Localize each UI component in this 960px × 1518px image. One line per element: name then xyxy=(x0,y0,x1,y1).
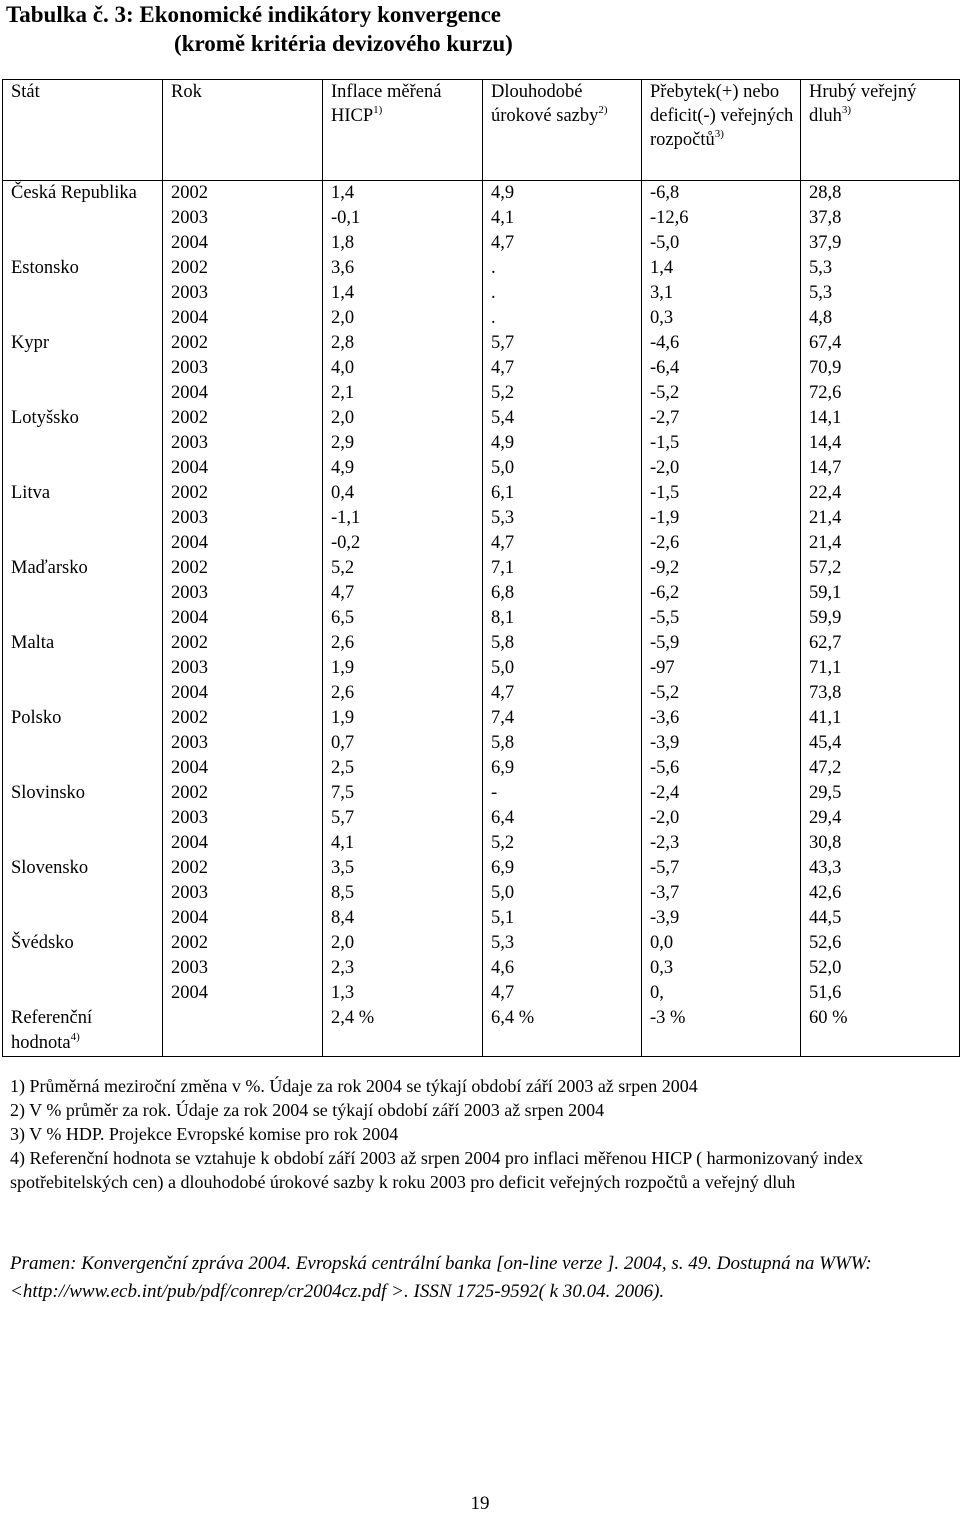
table-title xyxy=(6,0,513,58)
cell-year: 2003 xyxy=(163,656,323,681)
footnote: 2) V % průměr za rok. Údaje za rok 2004 se týkají období září 2003 až srpen 2004 xyxy=(10,1100,605,1120)
cell-inflace: 2,0 xyxy=(323,931,483,956)
table-row xyxy=(3,856,960,881)
table-row xyxy=(3,781,960,806)
cell-year: 2002 xyxy=(163,931,323,956)
table-row xyxy=(3,556,960,581)
reference-dluh: 60 % xyxy=(801,1006,960,1057)
cell-urok: 4,1 xyxy=(483,206,642,231)
cell-saldo: 0,3 xyxy=(642,956,801,981)
cell-inflace: -0,2 xyxy=(323,531,483,556)
cell-inflace: 2,6 xyxy=(323,631,483,656)
cell-dluh: 30,8 xyxy=(801,831,960,856)
cell-urok: 5,8 xyxy=(483,631,642,656)
cell-saldo: 0,3 xyxy=(642,306,801,331)
cell-year: 2003 xyxy=(163,281,323,306)
cell-dluh: 43,3 xyxy=(801,856,960,881)
cell-dluh: 41,1 xyxy=(801,706,960,731)
cell-dluh: 14,7 xyxy=(801,456,960,481)
cell-inflace: 2,8 xyxy=(323,331,483,356)
footnote: 1) Průměrná meziroční změna v %. Údaje za rok 2004 se týkají období září 2003 až srpen 2004 xyxy=(10,1076,698,1096)
cell-year: 2004 xyxy=(163,831,323,856)
cell-urok: 4,7 xyxy=(483,231,642,256)
cell-dluh: 57,2 xyxy=(801,556,960,581)
cell-urok: 6,9 xyxy=(483,856,642,881)
cell-dluh: 42,6 xyxy=(801,881,960,906)
country-name: Slovinsko xyxy=(3,781,163,856)
cell-year: 2003 xyxy=(163,881,323,906)
cell-dluh: 29,4 xyxy=(801,806,960,831)
cell-saldo: -5,6 xyxy=(642,756,801,781)
cell-inflace: 0,4 xyxy=(323,481,483,506)
cell-dluh: 5,3 xyxy=(801,281,960,306)
cell-inflace: 4,1 xyxy=(323,831,483,856)
cell-urok: 4,6 xyxy=(483,956,642,981)
cell-urok: 5,2 xyxy=(483,831,642,856)
cell-inflace: 2,9 xyxy=(323,431,483,456)
cell-year: 2004 xyxy=(163,231,323,256)
table-row xyxy=(3,406,960,431)
country-name: Česká Republika xyxy=(3,181,163,257)
country-name: Estonsko xyxy=(3,256,163,331)
reference-row xyxy=(3,1006,960,1057)
country-name: Kypr xyxy=(3,331,163,406)
cell-inflace: 3,5 xyxy=(323,856,483,881)
cell-urok: 5,4 xyxy=(483,406,642,431)
cell-inflace: 4,0 xyxy=(323,356,483,381)
country-name: Malta xyxy=(3,631,163,706)
cell-dluh: 67,4 xyxy=(801,331,960,356)
title-line-2: (kromě kritéria devizového kurzu) xyxy=(174,31,513,56)
cell-urok: 6,9 xyxy=(483,756,642,781)
cell-urok: 5,0 xyxy=(483,881,642,906)
table-row xyxy=(3,256,960,281)
table-row xyxy=(3,706,960,731)
cell-saldo: -4,6 xyxy=(642,331,801,356)
header-urok: Dlouhodobé úrokové sazby$^{2)}$ xyxy=(483,80,642,181)
cell-urok: 5,8 xyxy=(483,731,642,756)
cell-year: 2004 xyxy=(163,756,323,781)
cell-dluh: 21,4 xyxy=(801,506,960,531)
cell-saldo: -2,4 xyxy=(642,781,801,806)
cell-saldo: -3,7 xyxy=(642,881,801,906)
cell-inflace: 7,5 xyxy=(323,781,483,806)
cell-year: 2002 xyxy=(163,181,323,207)
cell-dluh: 4,8 xyxy=(801,306,960,331)
source-citation: Pramen: Konvergenční zpráva 2004. Evropská centrální banka [on-line verze ]. 2004, s. 49. Dostupná na WWW:<http://www.ecb.int/pub/pdf/conrep/cr2004cz.pdf >. ISSN 1725-9592( k 30.04. 2006). xyxy=(10,1253,872,1302)
table-row xyxy=(3,331,960,356)
cell-saldo: -1,9 xyxy=(642,506,801,531)
cell-dluh: 21,4 xyxy=(801,531,960,556)
cell-year: 2004 xyxy=(163,606,323,631)
cell-urok: 4,9 xyxy=(483,431,642,456)
cell-saldo: -2,3 xyxy=(642,831,801,856)
cell-year: 2003 xyxy=(163,581,323,606)
cell-dluh: 14,1 xyxy=(801,406,960,431)
cell-dluh: 51,6 xyxy=(801,981,960,1006)
cell-urok: 4,7 xyxy=(483,356,642,381)
cell-dluh: 59,1 xyxy=(801,581,960,606)
footnote: 3) V % HDP. Projekce Evropské komise pro rok 2004 xyxy=(10,1124,399,1144)
footnotes xyxy=(10,1074,952,1194)
cell-inflace: 1,8 xyxy=(323,231,483,256)
cell-inflace: -1,1 xyxy=(323,506,483,531)
cell-inflace: 1,9 xyxy=(323,706,483,731)
cell-year: 2004 xyxy=(163,981,323,1006)
cell-year: 2002 xyxy=(163,331,323,356)
cell-inflace: 2,0 xyxy=(323,406,483,431)
cell-year: 2002 xyxy=(163,406,323,431)
table-row xyxy=(3,631,960,656)
cell-dluh: 29,5 xyxy=(801,781,960,806)
cell-urok: 5,0 xyxy=(483,656,642,681)
cell-urok: 5,3 xyxy=(483,506,642,531)
footnote: 4) Referenční hodnota se vztahuje k období září 2003 až srpen 2004 pro inflaci měřenou HICP ( harmonizovaný index spotřebitelských cen) a dlouhodobé úrokové sazby k roku 2003 pro deficit veřejných rozpočtů a veřejný dluh xyxy=(10,1148,864,1192)
cell-year: 2003 xyxy=(163,506,323,531)
cell-year: 2002 xyxy=(163,856,323,881)
cell-year: 2002 xyxy=(163,256,323,281)
cell-dluh: 44,5 xyxy=(801,906,960,931)
cell-urok: 5,0 xyxy=(483,456,642,481)
country-name: Litva xyxy=(3,481,163,556)
cell-urok: 5,2 xyxy=(483,381,642,406)
page-number: 19 xyxy=(470,1493,490,1514)
cell-saldo: -2,6 xyxy=(642,531,801,556)
cell-dluh: 14,4 xyxy=(801,431,960,456)
cell-urok: 7,1 xyxy=(483,556,642,581)
cell-year: 2002 xyxy=(163,706,323,731)
cell-dluh: 5,3 xyxy=(801,256,960,281)
cell-dluh: 45,4 xyxy=(801,731,960,756)
cell-inflace: 2,1 xyxy=(323,381,483,406)
cell-saldo: -1,5 xyxy=(642,431,801,456)
cell-dluh: 72,6 xyxy=(801,381,960,406)
reference-rok xyxy=(163,1006,323,1057)
cell-dluh: 73,8 xyxy=(801,681,960,706)
cell-saldo: -5,2 xyxy=(642,381,801,406)
cell-year: 2004 xyxy=(163,681,323,706)
cell-saldo: -3,6 xyxy=(642,706,801,731)
cell-inflace: 1,4 xyxy=(323,181,483,207)
cell-inflace: 6,5 xyxy=(323,606,483,631)
cell-urok: 8,1 xyxy=(483,606,642,631)
cell-urok: . xyxy=(483,306,642,331)
cell-saldo: -2,0 xyxy=(642,456,801,481)
cell-saldo: -12,6 xyxy=(642,206,801,231)
cell-saldo: -5,9 xyxy=(642,631,801,656)
cell-inflace: 5,2 xyxy=(323,556,483,581)
cell-dluh: 47,2 xyxy=(801,756,960,781)
cell-year: 2004 xyxy=(163,456,323,481)
reference-inflace: 2,4 % xyxy=(323,1006,483,1057)
cell-urok: - xyxy=(483,781,642,806)
header-dluh: Hrubý veřejný dluh$^{3)}$ xyxy=(801,80,960,181)
header-inflace: Inflace měřená HICP$^{1)}$ xyxy=(323,80,483,181)
reference-urok: 6,4 % xyxy=(483,1006,642,1057)
header-rok: Rok xyxy=(163,80,323,181)
cell-inflace: 1,4 xyxy=(323,281,483,306)
cell-dluh: 22,4 xyxy=(801,481,960,506)
cell-inflace: 1,9 xyxy=(323,656,483,681)
cell-year: 2004 xyxy=(163,531,323,556)
cell-year: 2003 xyxy=(163,731,323,756)
cell-dluh: 71,1 xyxy=(801,656,960,681)
cell-year: 2003 xyxy=(163,806,323,831)
cell-year: 2004 xyxy=(163,906,323,931)
cell-inflace: 8,5 xyxy=(323,881,483,906)
cell-year: 2002 xyxy=(163,631,323,656)
header-stat: Stát xyxy=(3,80,163,181)
cell-urok: 4,9 xyxy=(483,181,642,207)
cell-inflace: 8,4 xyxy=(323,906,483,931)
cell-urok: . xyxy=(483,281,642,306)
cell-saldo: -6,8 xyxy=(642,181,801,207)
cell-inflace: 2,5 xyxy=(323,756,483,781)
cell-saldo: -5,5 xyxy=(642,606,801,631)
cell-dluh: 62,7 xyxy=(801,631,960,656)
header-prebytek: Přebytek(+) nebo deficit(-) veřejných rozpočtů$^{3)}$ xyxy=(642,80,801,181)
cell-saldo: -5,7 xyxy=(642,856,801,881)
cell-saldo: 0,0 xyxy=(642,931,801,956)
cell-saldo: -5,0 xyxy=(642,231,801,256)
indicators-table xyxy=(2,79,960,1057)
cell-dluh: 37,9 xyxy=(801,231,960,256)
cell-saldo: -6,2 xyxy=(642,581,801,606)
cell-dluh: 52,0 xyxy=(801,956,960,981)
country-name: Maďarsko xyxy=(3,556,163,631)
table-row xyxy=(3,931,960,956)
cell-year: 2003 xyxy=(163,206,323,231)
cell-dluh: 70,9 xyxy=(801,356,960,381)
cell-saldo: -9,2 xyxy=(642,556,801,581)
cell-year: 2003 xyxy=(163,431,323,456)
table-body xyxy=(3,181,960,1057)
cell-year: 2004 xyxy=(163,306,323,331)
cell-inflace: -0,1 xyxy=(323,206,483,231)
cell-urok: 4,7 xyxy=(483,531,642,556)
table-row xyxy=(3,481,960,506)
cell-urok: 7,4 xyxy=(483,706,642,731)
cell-saldo: 1,4 xyxy=(642,256,801,281)
cell-urok: 6,4 xyxy=(483,806,642,831)
country-name: Lotyšsko xyxy=(3,406,163,481)
cell-year: 2004 xyxy=(163,381,323,406)
cell-saldo: -2,0 xyxy=(642,806,801,831)
cell-saldo: -3,9 xyxy=(642,731,801,756)
cell-saldo: 3,1 xyxy=(642,281,801,306)
cell-inflace: 0,7 xyxy=(323,731,483,756)
cell-saldo: -97 xyxy=(642,656,801,681)
title-line-1: Tabulka č. 3: Ekonomické indikátory konvergence xyxy=(6,2,501,27)
cell-dluh: 28,8 xyxy=(801,181,960,207)
cell-inflace: 5,7 xyxy=(323,806,483,831)
cell-inflace: 2,6 xyxy=(323,681,483,706)
cell-saldo: -3,9 xyxy=(642,906,801,931)
cell-dluh: 59,9 xyxy=(801,606,960,631)
cell-urok: 6,1 xyxy=(483,481,642,506)
header-row xyxy=(3,80,960,181)
cell-saldo: -6,4 xyxy=(642,356,801,381)
cell-year: 2003 xyxy=(163,956,323,981)
reference-saldo: -3 % xyxy=(642,1006,801,1057)
cell-urok: . xyxy=(483,256,642,281)
cell-dluh: 52,6 xyxy=(801,931,960,956)
cell-saldo: -1,5 xyxy=(642,481,801,506)
cell-inflace: 4,9 xyxy=(323,456,483,481)
cell-inflace: 4,7 xyxy=(323,581,483,606)
cell-urok: 5,7 xyxy=(483,331,642,356)
cell-urok: 5,1 xyxy=(483,906,642,931)
cell-urok: 4,7 xyxy=(483,981,642,1006)
cell-inflace: 2,3 xyxy=(323,956,483,981)
cell-urok: 5,3 xyxy=(483,931,642,956)
cell-inflace: 2,0 xyxy=(323,306,483,331)
country-name: Polsko xyxy=(3,706,163,781)
cell-year: 2002 xyxy=(163,781,323,806)
cell-saldo: 0, xyxy=(642,981,801,1006)
country-name: Slovensko xyxy=(3,856,163,931)
cell-saldo: -5,2 xyxy=(642,681,801,706)
cell-urok: 4,7 xyxy=(483,681,642,706)
cell-saldo: -2,7 xyxy=(642,406,801,431)
cell-dluh: 37,8 xyxy=(801,206,960,231)
reference-label: Referenční hodnota$^{4)}$ xyxy=(3,1006,163,1057)
table-row xyxy=(3,181,960,207)
cell-urok: 6,8 xyxy=(483,581,642,606)
cell-inflace: 1,3 xyxy=(323,981,483,1006)
cell-year: 2002 xyxy=(163,481,323,506)
country-name: Švédsko xyxy=(3,931,163,1006)
cell-year: 2003 xyxy=(163,356,323,381)
cell-inflace: 3,6 xyxy=(323,256,483,281)
cell-year: 2002 xyxy=(163,556,323,581)
